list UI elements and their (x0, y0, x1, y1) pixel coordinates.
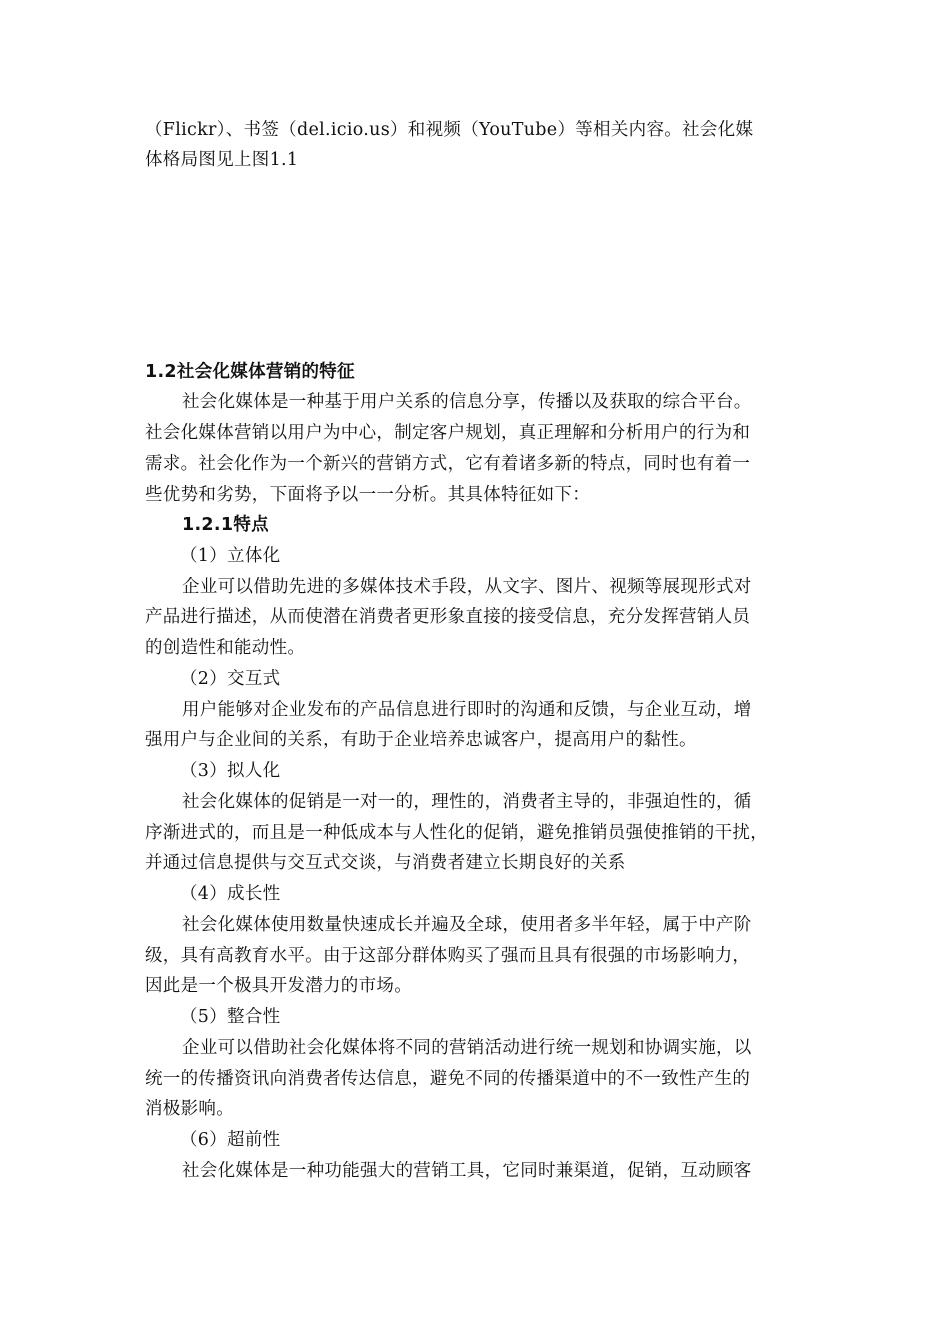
section-para-line-2: 社会化媒体营销以用户为中心，制定客户规划，真正理解和分析用户的行为和 (145, 423, 751, 443)
item-3-title: （3）拟人化 (180, 761, 281, 781)
item-1-line-3: 的创造性和能动性。 (145, 638, 306, 658)
item-2-title: （2）交互式 (180, 669, 281, 689)
item-5-line-2: 统一的传播资讯向消费者传达信息，避免不同的传播渠道中的不一致性产生的 (145, 1069, 751, 1089)
item-5-line-3: 消极影响。 (145, 1099, 234, 1119)
item-5-title: （5）整合性 (180, 1007, 281, 1027)
item-2-line-1: 用户能够对企业发布的产品信息进行即时的沟通和反馈，与企业互动，增 (182, 700, 752, 720)
item-5-line-1: 企业可以借助社会化媒体将不同的营销活动进行统一规划和协调实施，以 (182, 1038, 752, 1058)
section-para-line-3: 需求。社会化作为一个新兴的营销方式，它有着诸多新的特点，同时也有着一 (145, 454, 751, 474)
subsection-heading: 1.2.1特点 (182, 515, 269, 535)
intro-line-2: 体格局图见上图1.1 (145, 150, 299, 170)
item-4-line-2: 级，具有高教育水平。由于这部分群体购买了强而且具有很强的市场影响力， (145, 946, 751, 966)
intro-line-1: （Flickr）、书签（del.icio.us）和视频（YouTube）等相关内容。社会化媒 (145, 120, 754, 140)
item-4-line-3: 因此是一个极具开发潜力的市场。 (145, 976, 412, 996)
item-3-line-2: 序渐进式的，而且是一种低成本与人性化的促销，避免推销员强使推销的干扰， (145, 823, 768, 843)
item-1-title: （1）立体化 (180, 546, 281, 566)
item-6-line-1: 社会化媒体是一种功能强大的营销工具，它同时兼渠道，促销，互动顾客 (182, 1161, 752, 1181)
item-3-line-3: 并通过信息提供与交互式交谈，与消费者建立长期良好的关系 (145, 853, 626, 873)
item-1-line-1: 企业可以借助先进的多媒体技术手段，从文字、图片、视频等展现形式对 (182, 577, 752, 597)
section-para-line-1: 社会化媒体是一种基于用户关系的信息分享，传播以及获取的综合平台。 (182, 392, 752, 412)
item-4-title: （4）成长性 (180, 884, 281, 904)
item-6-title: （6）超前性 (180, 1130, 281, 1150)
section-heading: 1.2社会化媒体营销的特征 (145, 362, 355, 382)
item-4-line-1: 社会化媒体使用数量快速成长并遍及全球，使用者多半年轻，属于中产阶 (182, 915, 752, 935)
item-3-line-1: 社会化媒体的促销是一对一的，理性的，消费者主导的，非强迫性的，循 (182, 792, 752, 812)
item-2-line-2: 强用户与企业间的关系，有助于企业培养忠诚客户，提高用户的黏性。 (145, 730, 697, 750)
item-1-line-2: 产品进行描述，从而使潜在消费者更形象直接的接受信息，充分发挥营销人员 (145, 607, 751, 627)
section-para-line-4: 些优势和劣势，下面将予以一一分析。其具体特征如下： (145, 485, 590, 505)
